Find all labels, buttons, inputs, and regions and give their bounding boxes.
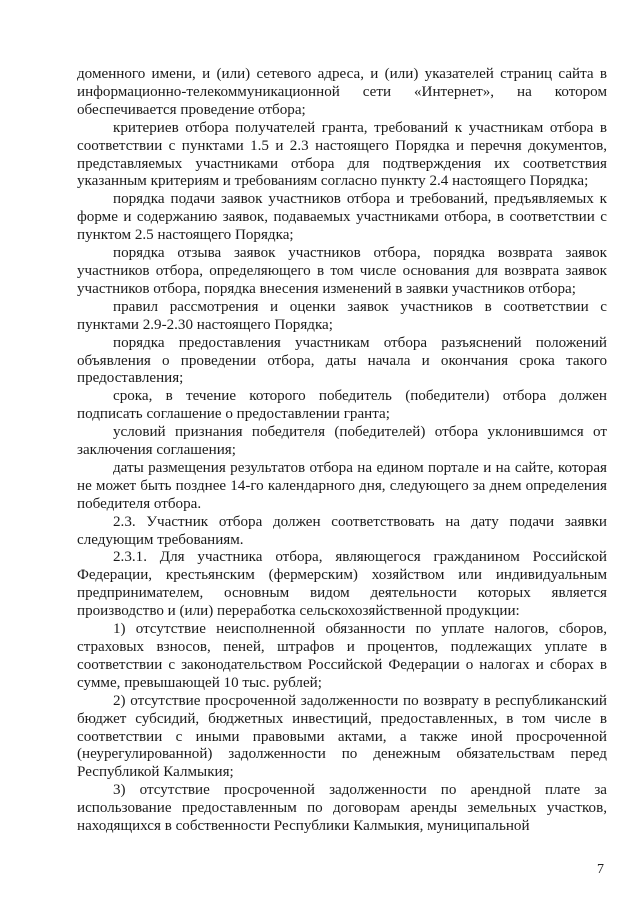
paragraph: критериев отбора получателей гранта, требований к участникам отбора в соответствии с пунктами 1.5 и 2.3 настоящего Порядка и перечня документов, представляемых участниками отбора для подтверждения их соответствия указанным критериям и требованиям согласно пункту 2.4 настоящего Порядка; [77,119,607,190]
paragraph: 2.3.1. Для участника отбора, являющегося гражданином Российской Федерации, крестьянским (фермерским) хозяйством или индивидуальным предпринимателем, основным видом деятельности которых является производство и (или) переработка сельскохозяйственной продукции: [77,549,607,620]
paragraph: 2) отсутствие просроченной задолженности по возврату в республиканский бюджет субсидий, бюджетных инвестиций, предоставленных, в том числе в соответствии с иными правовыми актами, а также иной просроченной (неурегулированной) задолженности по денежным обязательствам перед Республикой Калмыкия; [77,692,607,781]
paragraph: доменного имени, и (или) сетевого адреса, и (или) указателей страниц сайта в информационно-телекоммуникационной сети «Интернет», на котором обеспечивается проведение отбора; [77,66,607,118]
paragraph: условий признания победителя (победителей) отбора уклонившимся от заключения соглашения; [77,424,607,459]
paragraph: даты размещения результатов отбора на едином портале и на сайте, которая не может быть позднее 14-го календарного дня, следующего за днем определения победителя отбора. [77,459,607,512]
paragraph: 3) отсутствие просроченной задолженности по арендной плате за использование предоставленным по договорам аренды земельных участков, находящихся в собственности Республики Калмыкия, муниципальной [77,782,607,835]
paragraph: порядка предоставления участникам отбора разъяснений положений объявления о проведении отбора, даты начала и окончания срока такого предоставления; [77,334,607,387]
page-number: 7 [597,862,604,877]
paragraph: срока, в течение которого победитель (победители) отбора должен подписать соглашение о предоставлении гранта; [77,388,607,423]
paragraph: порядка подачи заявок участников отбора и требований, предъявляемых к форме и содержанию заявок, подаваемых участниками отбора, в соответствии с пунктом 2.5 настоящего Порядка; [77,191,607,244]
paragraph: правил рассмотрения и оценки заявок участников в соответствии с пунктами 2.9-2.30 настоящего Порядка; [77,298,607,333]
paragraph: 1) отсутствие неисполненной обязанности по уплате налогов, сборов, страховых взносов, пеней, штрафов и процентов, подлежащих уплате в соответствии с законодательством Российской Федерации о налогах и сборах в сумме, превышающей 10 тыс. рублей; [77,621,607,691]
paragraph: 2.3. Участник отбора должен соответствовать на дату подачи заявки следующим требованиям. [77,513,607,548]
paragraph: порядка отзыва заявок участников отбора, порядка возврата заявок участников отбора, определяющего в том числе основания для возврата заявок участников отбора, порядка внесения изменений в заявки участников отбора; [77,245,607,297]
body-text [77,66,607,836]
